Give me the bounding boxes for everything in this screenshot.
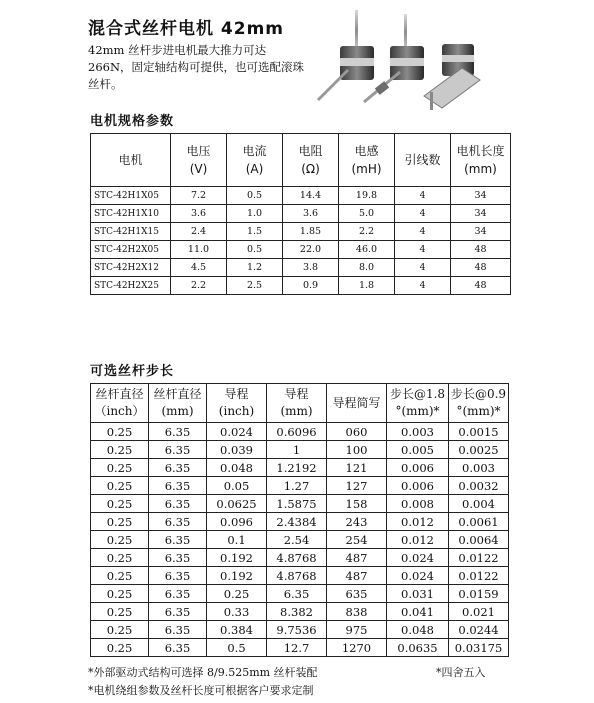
table-row (91, 603, 509, 621)
table-cell: 2.4384 (267, 513, 327, 531)
header-line: 电感 (354, 144, 379, 158)
table-cell: 0.005 (387, 441, 449, 459)
table-cell: 4 (395, 259, 451, 277)
table-cell: 3.8 (283, 259, 339, 277)
table-cell: 6.35 (149, 639, 207, 657)
table-cell: 0.024 (387, 567, 449, 585)
table-cell: 0.041 (387, 603, 449, 621)
table-cell: 127 (327, 477, 387, 495)
table-cell: 6.35 (149, 441, 207, 459)
table-cell: 838 (327, 603, 387, 621)
table-cell: 0.03175 (449, 639, 509, 657)
header-cell (149, 384, 207, 423)
header-unit: (A) (245, 162, 264, 176)
table-cell: 0.048 (207, 459, 267, 477)
header-cell (339, 134, 395, 187)
header-unit: (Ω) (301, 162, 320, 176)
table-cell: 48 (451, 241, 511, 259)
table-cell: 2.5 (227, 277, 283, 295)
table-cell: 48 (451, 259, 511, 277)
table-cell: 0.25 (91, 477, 149, 495)
table-cell: 0.5 (227, 187, 283, 205)
table-cell: 0.003 (387, 423, 449, 441)
intro-text: 42mm 丝杆步进电机最大推力可达 266N，固定轴结构可提供，也可选配滚珠丝杆。 (88, 43, 305, 91)
table-cell: 6.35 (149, 531, 207, 549)
table-cell: 0.33 (207, 603, 267, 621)
header-unit: (V) (189, 162, 208, 176)
header-unit: (mm) (464, 162, 497, 176)
table-cell: 635 (327, 585, 387, 603)
table-cell: 0.006 (387, 477, 449, 495)
table-cell: STC-42H1X10 (91, 205, 171, 223)
table-cell: 2.4 (171, 223, 227, 241)
header-line: 步长@0.9 (450, 387, 507, 401)
table-cell: 1 (267, 441, 327, 459)
table-cell: 0.012 (387, 513, 449, 531)
table-cell: 100 (327, 441, 387, 459)
product-photo (312, 6, 512, 110)
table-cell: 4.8768 (267, 549, 327, 567)
table-cell: 0.25 (91, 513, 149, 531)
table-cell: 19.8 (339, 187, 395, 205)
table-cell: 6.35 (149, 495, 207, 513)
table-cell: STC-42H2X12 (91, 259, 171, 277)
page-title: 混合式丝杆电机 42mm (88, 19, 285, 39)
table-cell: 0.031 (387, 585, 449, 603)
table-cell: 6.35 (149, 585, 207, 603)
table-cell: 0.25 (91, 621, 149, 639)
table-cell: 1.8 (339, 277, 395, 295)
table-row (91, 259, 511, 277)
table-cell: 0.021 (449, 603, 509, 621)
table-row (91, 639, 509, 657)
table-row (91, 223, 511, 241)
table-cell: 1.5 (227, 223, 283, 241)
note-rounding: *四舍五入 (436, 666, 486, 679)
header-cell (327, 384, 387, 423)
header-cell (91, 384, 149, 423)
table-cell: 3.6 (171, 205, 227, 223)
table-cell: 2.54 (267, 531, 327, 549)
table-cell: 8.0 (339, 259, 395, 277)
table-cell: 3.6 (283, 205, 339, 223)
table-cell: 0.25 (91, 567, 149, 585)
table-cell: 5.0 (339, 205, 395, 223)
table-cell: 0.006 (387, 459, 449, 477)
table-cell: 14.4 (283, 187, 339, 205)
header-line: 电流 (242, 144, 267, 158)
table-cell: 1.0 (227, 205, 283, 223)
table-cell: 1.85 (283, 223, 339, 241)
table-row (91, 477, 509, 495)
table-cell: 487 (327, 549, 387, 567)
table-cell: 0.0032 (449, 477, 509, 495)
header-line: 引线数 (404, 153, 441, 167)
table-header-row (91, 134, 511, 187)
header-cell (267, 384, 327, 423)
header-line: 电机 (118, 153, 143, 167)
table-row (91, 441, 509, 459)
table-cell: 0.0635 (387, 639, 449, 657)
table-cell: 0.25 (91, 549, 149, 567)
header-cell (227, 134, 283, 187)
table-cell: 4 (395, 277, 451, 295)
table-cell: 0.9 (283, 277, 339, 295)
table-cell: STC-42H1X15 (91, 223, 171, 241)
specs-heading: 电机规格参数 (90, 114, 175, 129)
header-line: 电机长度 (456, 144, 505, 158)
table-cell: 0.0159 (449, 585, 509, 603)
table-cell: 7.2 (171, 187, 227, 205)
table-cell: STC-42H1X05 (91, 187, 171, 205)
table-cell: 0.5 (227, 241, 283, 259)
table-cell: 12.7 (267, 639, 327, 657)
table-cell: 4 (395, 241, 451, 259)
header-cell (449, 384, 509, 423)
table-cell: 6.35 (149, 477, 207, 495)
table-cell: 6.35 (267, 585, 327, 603)
table-row (91, 459, 509, 477)
header-unit: (mm) (161, 404, 194, 418)
header-unit: °(mm)* (456, 404, 501, 418)
header-unit: (inch) (218, 404, 255, 418)
note-external-drive: *外部驱动式结构可选择 8/9.525mm 丝杆装配 (88, 666, 318, 679)
table-cell: 0.003 (449, 459, 509, 477)
table-cell: 060 (327, 423, 387, 441)
table-cell: 0.008 (387, 495, 449, 513)
header-unit: （inch） (94, 404, 145, 418)
table-cell: 0.0025 (449, 441, 509, 459)
table-cell: 34 (451, 205, 511, 223)
table-row (91, 277, 511, 295)
table-cell: 0.384 (207, 621, 267, 639)
table-cell: 0.1 (207, 531, 267, 549)
header-line: 丝杆直径 (153, 387, 202, 401)
motor-specs-table (90, 133, 511, 295)
table-cell: 4 (395, 187, 451, 205)
table-cell: 46.0 (339, 241, 395, 259)
table-cell: STC-42H2X05 (91, 241, 171, 259)
table-cell: 6.35 (149, 567, 207, 585)
table-cell: 11.0 (171, 241, 227, 259)
table-cell: 6.35 (149, 549, 207, 567)
table-cell: 487 (327, 567, 387, 585)
table-cell: 0.25 (91, 603, 149, 621)
table-cell: 0.25 (91, 531, 149, 549)
table-cell: 0.024 (387, 549, 449, 567)
note-customization: *电机绕组参数及丝杆长度可根据客户要求定制 (88, 684, 314, 697)
table-cell: 4 (395, 223, 451, 241)
table-cell: 0.25 (91, 459, 149, 477)
table-row (91, 495, 509, 513)
table-row (91, 621, 509, 639)
header-line: 丝杆直径 (95, 387, 144, 401)
table-cell: 6.35 (149, 603, 207, 621)
header-cell (387, 384, 449, 423)
table-cell: 0.25 (91, 441, 149, 459)
table-row (91, 205, 511, 223)
table-cell: 975 (327, 621, 387, 639)
table-cell: 6.35 (149, 513, 207, 531)
table-cell: 1.27 (267, 477, 327, 495)
table-cell: 0.05 (207, 477, 267, 495)
table-cell: 4.5 (171, 259, 227, 277)
header-unit: (mH) (351, 162, 382, 176)
table-cell: 0.039 (207, 441, 267, 459)
header-cell (91, 134, 171, 187)
header-cell (395, 134, 451, 187)
table-cell: 158 (327, 495, 387, 513)
table-cell: 0.024 (207, 423, 267, 441)
header-line: 电压 (186, 144, 211, 158)
table-row (91, 241, 511, 259)
table-cell: 4 (395, 205, 451, 223)
table-cell: 0.25 (91, 495, 149, 513)
table-cell: 0.0015 (449, 423, 509, 441)
table-cell: 1.5875 (267, 495, 327, 513)
table-row (91, 513, 509, 531)
header-cell (207, 384, 267, 423)
table-cell: 0.0064 (449, 531, 509, 549)
table-row (91, 531, 509, 549)
table-row (91, 567, 509, 585)
table-cell: 4.8768 (267, 567, 327, 585)
table-cell: 0.0122 (449, 567, 509, 585)
table-cell: 0.0061 (449, 513, 509, 531)
table-cell: 0.25 (207, 585, 267, 603)
table-cell: 0.5 (207, 639, 267, 657)
table-cell: 1270 (327, 639, 387, 657)
table-header-row (91, 384, 509, 423)
table-cell: 121 (327, 459, 387, 477)
table-cell: 0.6096 (267, 423, 327, 441)
header-line: 导程 (284, 387, 309, 401)
table-cell: 2.2 (171, 277, 227, 295)
table-cell: 0.25 (91, 585, 149, 603)
table-cell: 0.192 (207, 567, 267, 585)
header-cell (451, 134, 511, 187)
table-cell: 0.012 (387, 531, 449, 549)
header-unit: (mm) (280, 404, 313, 418)
header-cell (283, 134, 339, 187)
table-cell: 0.0244 (449, 621, 509, 639)
table-row (91, 423, 509, 441)
leads-heading: 可选丝杆步长 (90, 364, 175, 379)
header-line: 电阻 (298, 144, 323, 158)
table-cell: 254 (327, 531, 387, 549)
table-cell: 0.004 (449, 495, 509, 513)
table-cell: 9.7536 (267, 621, 327, 639)
table-cell: 1.2192 (267, 459, 327, 477)
table-cell: 6.35 (149, 621, 207, 639)
table-cell: STC-42H2X25 (91, 277, 171, 295)
table-cell: 34 (451, 223, 511, 241)
table-cell: 0.25 (91, 423, 149, 441)
table-cell: 0.048 (387, 621, 449, 639)
table-cell: 6.35 (149, 459, 207, 477)
table-row (91, 187, 511, 205)
table-cell: 48 (451, 277, 511, 295)
header-line: 导程 (224, 387, 249, 401)
header-cell (171, 134, 227, 187)
lead-options-table (90, 383, 509, 657)
table-cell: 0.0122 (449, 549, 509, 567)
table-cell: 0.192 (207, 549, 267, 567)
table-cell: 2.2 (339, 223, 395, 241)
table-cell: 0.0625 (207, 495, 267, 513)
table-cell: 0.25 (91, 639, 149, 657)
table-cell: 22.0 (283, 241, 339, 259)
table-cell: 6.35 (149, 423, 207, 441)
header-unit: °(mm)* (395, 404, 440, 418)
table-cell: 1.2 (227, 259, 283, 277)
table-cell: 8.382 (267, 603, 327, 621)
table-row (91, 585, 509, 603)
table-cell: 243 (327, 513, 387, 531)
header-line: 步长@1.8 (389, 387, 446, 401)
header-line: 导程简写 (332, 395, 381, 410)
table-cell: 0.096 (207, 513, 267, 531)
table-row (91, 549, 509, 567)
table-cell: 34 (451, 187, 511, 205)
